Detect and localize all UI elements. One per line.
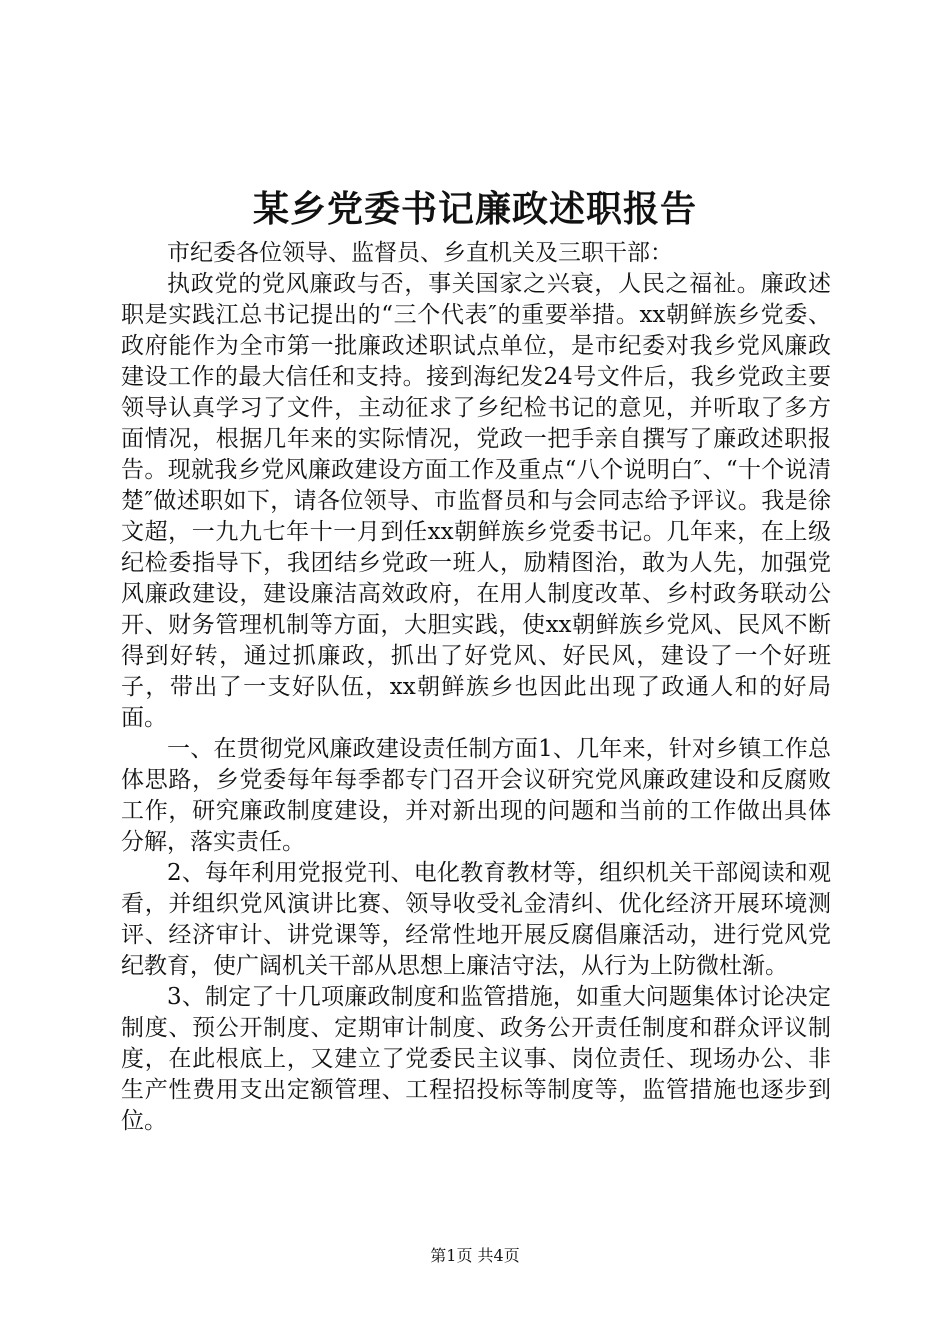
document-body (121, 238, 831, 1137)
body-paragraph-item-2: 2、每年利用党报党刊、电化教育教材等，组织机关干部阅读和观看，并组织党风演讲比赛、领导收受礼金清纠、优化经济开展环境测评、经济审计、讲党课等，经常性地开展反腐倡廉活动，进行党风党纪教育，使广阔机关干部从思想上廉洁守法，从行为上防微杜渐。 (121, 860, 831, 979)
body-paragraph-intro: 执政党的党风廉政与否，事关国家之兴衰，人民之福祉。廉政述职是实践江总书记提出的“三个代表″的重要举措。xx朝鲜族乡党委、政府能作为全市第一批廉政述职试点单位，是市纪委对我乡党风廉政建设工作的最大信任和支持。接到海纪发24号文件后，我乡党政主要领导认真学习了文件，主动征求了乡纪检书记的意见，并听取了多方面情况，根据几年来的实际情况，党政一把手亲自撰写了廉政述职报告。现就我乡党风廉政建设方面工作及重点“八个说明白″、“十个说清楚″做述职如下，请各位领导、市监督员和与会同志给予评议。我是徐文超，一九九七年十一月到任xx朝鲜族乡党委书记。几年来，在上级纪检委指导下，我团结乡党政一班人，励精图治，敢为人先，加强党风廉政建设，建设廉洁高效政府，在用人制度改革、乡村政务联动公开、财务管理机制等方面，大胆实践，使xx朝鲜族乡党风、民风不断得到好转，通过抓廉政，抓出了好党风、好民风，建设了一个好班子，带出了一支好队伍，xx朝鲜族乡也因此出现了政通人和的好局面。 (121, 271, 831, 731)
document-title: 某乡党委书记廉政述职报告 (252, 188, 697, 230)
salutation-paragraph: 市纪委各位领导、监督员、乡直机关及三职干部： (167, 240, 673, 266)
page-number-footer: 第1页 共4页 (430, 1246, 520, 1265)
body-paragraph-section-1: 一、在贯彻党风廉政建设责任制方面1、几年来，针对乡镇工作总体思路，乡党委每年每季都专门召开会议研究党风廉政建设和反腐败工作，研究廉政制度建设，并对新出现的问题和当前的工作做出具体分解，落实责任。 (121, 736, 831, 855)
body-paragraph-item-3: 3、制定了十几项廉政制度和监管措施，如重大问题集体讨论决定制度、预公开制度、定期审计制度、政务公开责任制度和群众评议制度，在此根底上，又建立了党委民主议事、岗位责任、现场办公、非生产性费用支出定额管理、工程招投标等制度等，监管措施也逐步到位。 (121, 984, 831, 1134)
